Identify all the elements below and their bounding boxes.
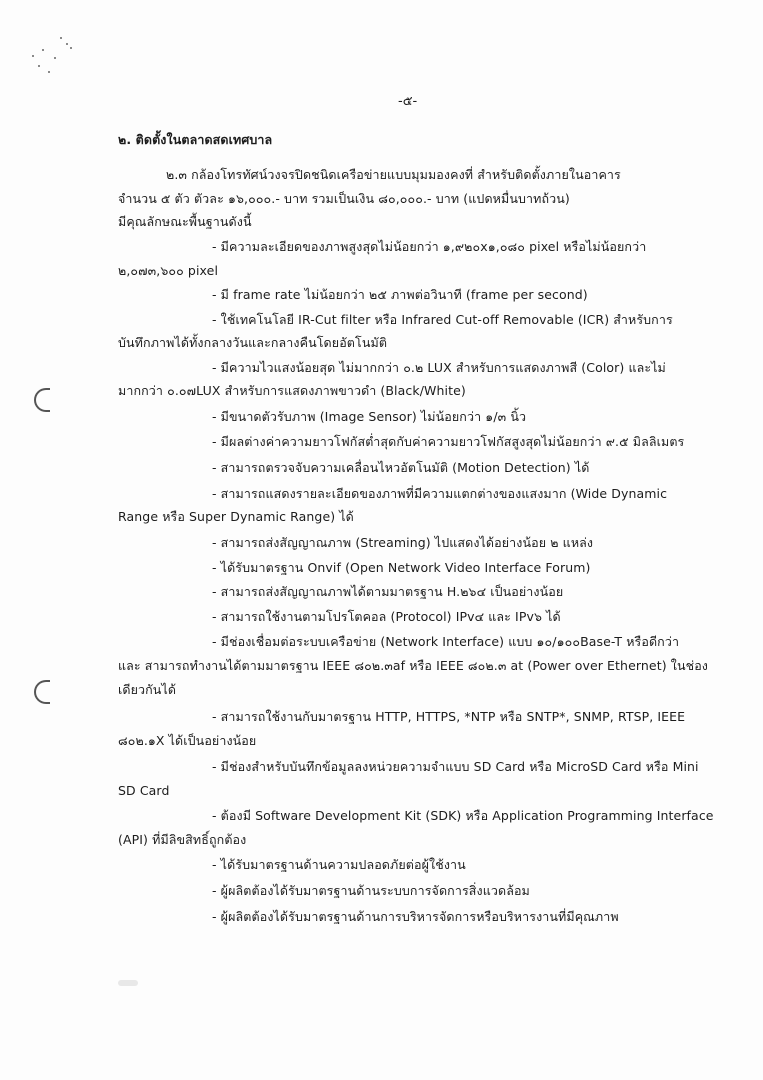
spec-line: - ได้รับมาตรฐานด้านความปลอดภัยต่อผู้ใช้งาน [212,857,466,872]
spec-line: - สามารถส่งสัญญาณภาพได้ตามมาตรฐาน H.๒๖๔ เป็นอย่างน้อย [212,584,564,599]
spec-line: - มีผลต่างค่าความยาวโฟกัสต่ำสุดกับค่าความยาวโฟกัสสูงสุดไม่น้อยกว่า ๙.๕ มิลลิเมตร [212,434,685,449]
spec-line: ๒,๐๗๓,๖๐๐ pixel [118,263,219,278]
spec-line: - ผู้ผลิตต้องได้รับมาตรฐานด้านการบริหารจัดการหรือบริหารงานที่มีคุณภาพ [212,909,619,924]
item-intro: มีคุณลักษณะพื้นฐานดังนี้ [118,214,252,229]
section-heading: ๒. ติดตั้งในตลาดสดเทศบาล [118,132,273,147]
spec-line: - มีขนาดตัวรับภาพ (Image Sensor) ไม่น้อยกว่า ๑/๓ นิ้ว [212,409,527,424]
spec-line: - สามารถตรวจจับความเคลื่อนไหวอัตโนมัติ (Motion Detection) ได้ [212,460,590,475]
spec-line: - มีความละเอียดของภาพสูงสุดไม่น้อยกว่า ๑,๙๒๐x๑,๐๘๐ pixel หรือไม่น้อยกว่า [212,239,647,254]
spec-line: - สามารถแสดงรายละเอียดของภาพที่มีความแตกต่างของแสงมาก (Wide Dynamic [212,486,668,501]
spec-line: Range หรือ Super Dynamic Range) ได้ [118,509,354,524]
spec-line: - มีช่องเชื่อมต่อระบบเครือข่าย (Network Interface) แบบ ๑๐/๑๐๐Base-T หรือดีกว่า [212,634,680,649]
scan-smudge [118,980,138,986]
spec-line: (API) ที่มีลิขสิทธิ์ถูกต้อง [118,832,247,847]
punch-hole-bottom [34,680,50,704]
spec-line: - ใช้เทคโนโลยี IR-Cut filter หรือ Infrared Cut-off Removable (ICR) สำหรับการ [212,312,673,327]
punch-hole-top [34,388,50,412]
spec-line: SD Card [118,783,170,798]
spec-line: บันทึกภาพได้ทั้งกลางวันและกลางคืนโดยอัตโนมัติ [118,335,388,350]
spec-line: - สามารถส่งสัญญาณภาพ (Streaming) ไปแสดงได้อย่างน้อย ๒ แหล่ง [212,535,594,550]
spec-line: - ต้องมี Software Development Kit (SDK) หรือ Application Programming Interface [212,808,714,823]
spec-line: - ได้รับมาตรฐาน Onvif (Open Network Video Interface Forum) [212,560,591,575]
item-title: ๒.๓ กล้องโทรทัศน์วงจรปิดชนิดเครือข่ายแบบมุมมองคงที่ สำหรับติดตั้งภายในอาคาร [166,167,621,182]
page-number: -๕- [398,94,418,109]
spec-line: - สามารถใช้งานตามโปรโตคอล (Protocol) IPv๔ และ IPv๖ ได้ [212,609,561,624]
spec-line: และ สามารถทำงานได้ตามมาตรฐาน IEEE ๘๐๒.๓af หรือ IEEE ๘๐๒.๓ at (Power over Ethernet) ในช่อง [118,658,708,673]
spec-line: - มีความไวแสงน้อยสุด ไม่มากกว่า ๐.๒ LUX สำหรับการแสดงภาพสี (Color) และไม่ [212,360,666,375]
spec-line: มากกว่า ๐.๐๗LUX สำหรับการแสดงภาพขาวดำ (Black/White) [118,383,466,398]
spec-line: - มี frame rate ไม่น้อยกว่า ๒๕ ภาพต่อวินาที (frame per second) [212,287,588,302]
spec-line: เดียวกันได้ [118,682,177,697]
spec-line: - ผู้ผลิตต้องได้รับมาตรฐานด้านระบบการจัดการสิ่งแวดล้อม [212,883,530,898]
scan-specks [30,35,80,80]
spec-line: ๘๐๒.๑X ได้เป็นอย่างน้อย [118,733,257,748]
item-quantity: จำนวน ๕ ตัว ตัวละ ๑๖,๐๐๐.- บาท รวมเป็นเงิน ๘๐,๐๐๐.- บาท (แปดหมื่นบาทถ้วน) [118,191,570,206]
spec-line: - สามารถใช้งานกับมาตรฐาน HTTP, HTTPS, *NTP หรือ SNTP*, SNMP, RTSP, IEEE [212,709,686,724]
spec-line: - มีช่องสำหรับบันทึกข้อมูลลงหน่วยความจำแบบ SD Card หรือ MicroSD Card หรือ Mini [212,759,699,774]
